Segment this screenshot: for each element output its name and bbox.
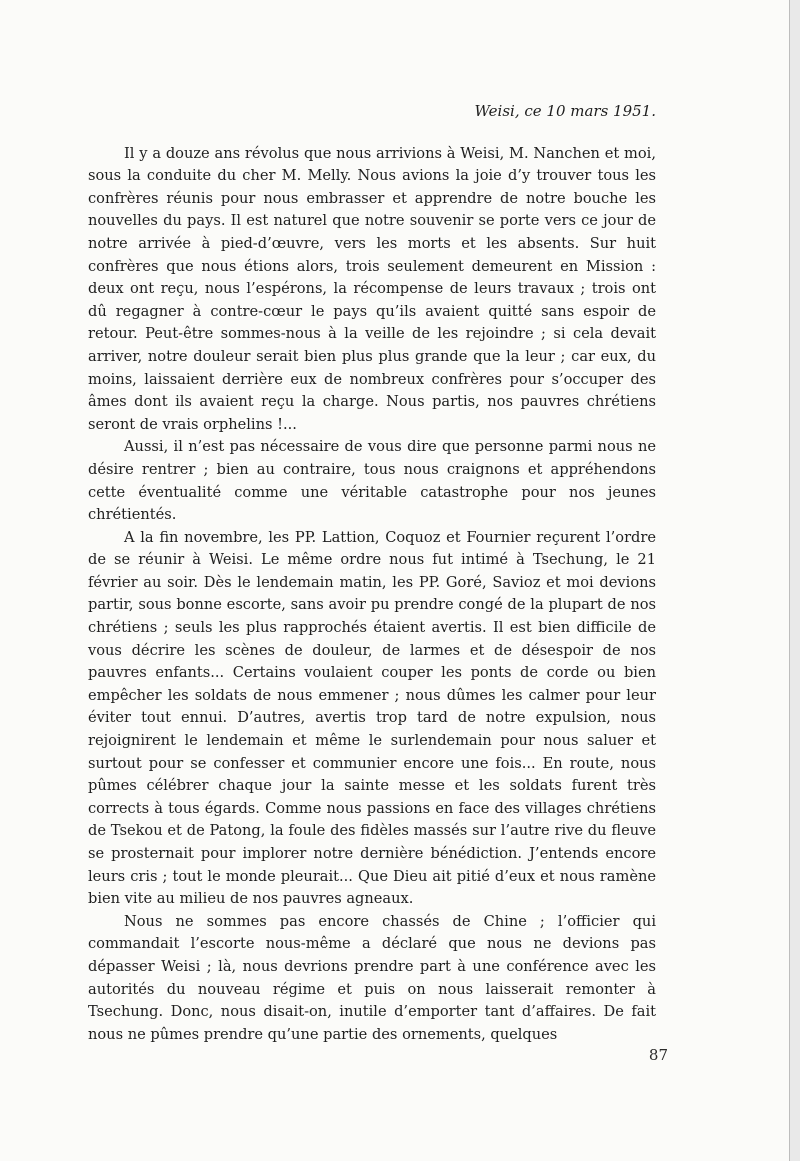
page-edge [789, 0, 800, 1161]
paragraph-3: A la fin novembre, les PP. Lattion, Coquoz et Fournier reçurent l’ordre de se réunir à Weisi. Le même ordre nous fut intimé à Tsechung, le 21 février au soir. Dès le lendemain matin, les PP. Goré, Savioz et moi devions partir, sous bonne escorte, sans avoir pu prendre congé de la plupart de nos chrétiens ; seuls les plus rapprochés étaient avertis. Il est bien difficile de vous décrire les scènes de douleur, de larmes et de désespoir de nos pauvres enfants... Certains voulaient couper les ponts de corde ou bien empêcher les soldats de nous emmener ; nous dûmes les calmer pour leur éviter tout ennui. D’autres, avertis trop tard de notre expulsion, nous rejoignirent le lendemain et même le surlendemain pour nous saluer et surtout pour se confesser et communier encore une fois... En route, nous pûmes célébrer chaque jour la sainte messe et les soldats furent très corrects à tous égards. Comme nous passions en face des villages chrétiens de Tsekou et de Patong, la foule des fidèles massés sur l’autre rive du fleuve se prosternait pour implorer notre dernière bénédiction. J’entends encore leurs cris ; tout le monde pleurait... Que Dieu ait pitié d’eux et nous ramène bien vite au milieu de nos pauvres agneaux. [88, 528, 656, 908]
letter-body [88, 100, 656, 1046]
paragraph-2: Aussi, il n’est pas nécessaire de vous dire que personne parmi nous ne désire rentrer ; bien au contraire, tous nous craignons et appréhendons cette éventualité comme une véritable catastrophe pour nos jeunes chrétientés. [88, 438, 656, 524]
paragraph-4: Nous ne sommes pas encore chassés de Chine ; l’officier qui commandait l’escorte nous-même a déclaré que nous ne devions pas dépasser Weisi ; là, nous devrions prendre part à une conférence avec les autorités du nouveau régime et puis on nous laisserait remonter à Tsechung. Donc, nous disait-on, inutile d’emporter tant d’affaires. De fait nous ne pûmes prendre qu’une partie des ornements, quelques [88, 912, 656, 1043]
paragraph-1: Il y a douze ans révolus que nous arrivions à Weisi, M. Nanchen et moi, sous la conduite du cher M. Melly. Nous avions la joie d’y trouver tous les confrères réunis pour nous embrasser et apprendre de notre bouche les nouvelles du pays. Il est naturel que notre souvenir se porte vers ce jour de notre arrivée à pied-d’œuvre, vers les morts et les absents. Sur huit confrères que nous étions alors, trois seulement demeurent en Mission : deux ont reçu, nous l’espérons, la récompense de leurs travaux ; trois ont dû regagner à contre-cœur le pays qu’ils avaient quitté sans espoir de retour. Peut-être sommes-nous à la veille de les rejoindre ; si cela devait arriver, notre douleur serait bien plus plus grande que la leur ; car eux, du moins, laissaient derrière eux de nombreux confrères pour s’occuper des âmes dont ils avaient reçu la charge. Nous partis, nos pauvres chrétiens seront de vrais orphelins !... [88, 144, 656, 433]
dateline: Weisi, ce 10 mars 1951. [474, 102, 656, 120]
page-number: 87 [648, 1046, 668, 1064]
